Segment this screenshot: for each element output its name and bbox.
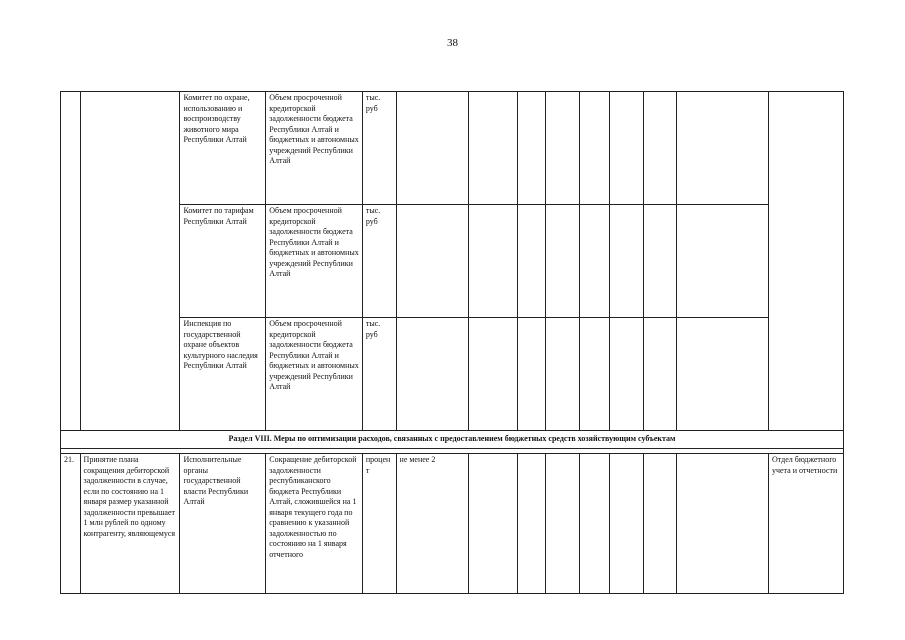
section-title: Раздел VIII. Меры по оптимизации расходов, связанных с предоставлением бюджетных средств хозяйствующим субъектам (61, 431, 844, 449)
indicator-cell: Объем просроченной кредиторской задолженности бюджета Республики Алтай и бюджетных и автономных учреждений Республики Алтай (266, 205, 363, 318)
value-cell (610, 92, 644, 205)
value-cell (610, 205, 644, 318)
number-cell (61, 92, 81, 431)
executor-cell: Инспекция по государственной охране объектов культурного наследия Республики Алтай (180, 318, 266, 431)
value-cell (546, 205, 580, 318)
unit-cell: тыс. руб (362, 92, 396, 205)
value-cell (518, 205, 546, 318)
indicator-cell: Объем просроченной кредиторской задолженности бюджета Республики Алтай и бюджетных и автономных учреждений Республики Алтай (266, 318, 363, 431)
number-cell: 21. (61, 454, 81, 594)
measure-cell: Принятие плана сокращения дебиторской задолженности в случае, если по состоянию на 1 января размер указанной задолженности превышает 1 млн рублей по одному контрагенту, являющемуся (80, 454, 180, 594)
value-cell (396, 205, 469, 318)
page-number: 38 (447, 37, 458, 49)
target-cell: не менее 2 (396, 454, 469, 594)
unit-cell: тыс. руб (362, 205, 396, 318)
table-row (61, 92, 844, 205)
value-cell (546, 92, 580, 205)
indicator-cell: Сокращение дебиторской задолженности республиканского бюджета Республики Алтай, сложившейся на 1 января текущего года по сравнению к указанной задолженностью по состоянию на 1 января отчетного (266, 454, 363, 594)
value-cell (518, 318, 546, 431)
value-cell (518, 454, 546, 594)
value-cell (580, 318, 610, 431)
table-row (61, 454, 844, 594)
value-cell (469, 92, 518, 205)
section-header-row (61, 431, 844, 449)
value-cell (676, 92, 768, 205)
value-cell (644, 318, 677, 431)
measures-table (60, 91, 844, 594)
value-cell (469, 454, 518, 594)
value-cell (396, 92, 469, 205)
responsible-cell (768, 92, 843, 431)
value-cell (610, 454, 644, 594)
value-cell (396, 318, 469, 431)
value-cell (469, 318, 518, 431)
value-cell (546, 454, 580, 594)
value-cell (469, 205, 518, 318)
value-cell (676, 205, 768, 318)
value-cell (644, 205, 677, 318)
value-cell (676, 318, 768, 431)
indicator-cell: Объем просроченной кредиторской задолженности бюджета Республики Алтай и бюджетных и автономных учреждений Республики Алтай (266, 92, 363, 205)
value-cell (580, 454, 610, 594)
value-cell (546, 318, 580, 431)
value-cell (580, 92, 610, 205)
value-cell (580, 205, 610, 318)
value-cell (644, 454, 677, 594)
measure-cell (80, 92, 180, 431)
responsible-cell: Отдел бюджетного учета и отчетности (768, 454, 843, 594)
unit-cell: процен т (362, 454, 396, 594)
executor-cell: Комитет по тарифам Республики Алтай (180, 205, 266, 318)
value-cell (644, 92, 677, 205)
unit-cell: тыс. руб (362, 318, 396, 431)
value-cell (676, 454, 768, 594)
value-cell (518, 92, 546, 205)
value-cell (610, 318, 644, 431)
executor-cell: Исполнительные органы государственной власти Республики Алтай (180, 454, 266, 594)
executor-cell: Комитет по охране, использованию и воспроизводству животного мира Республики Алтай (180, 92, 266, 205)
